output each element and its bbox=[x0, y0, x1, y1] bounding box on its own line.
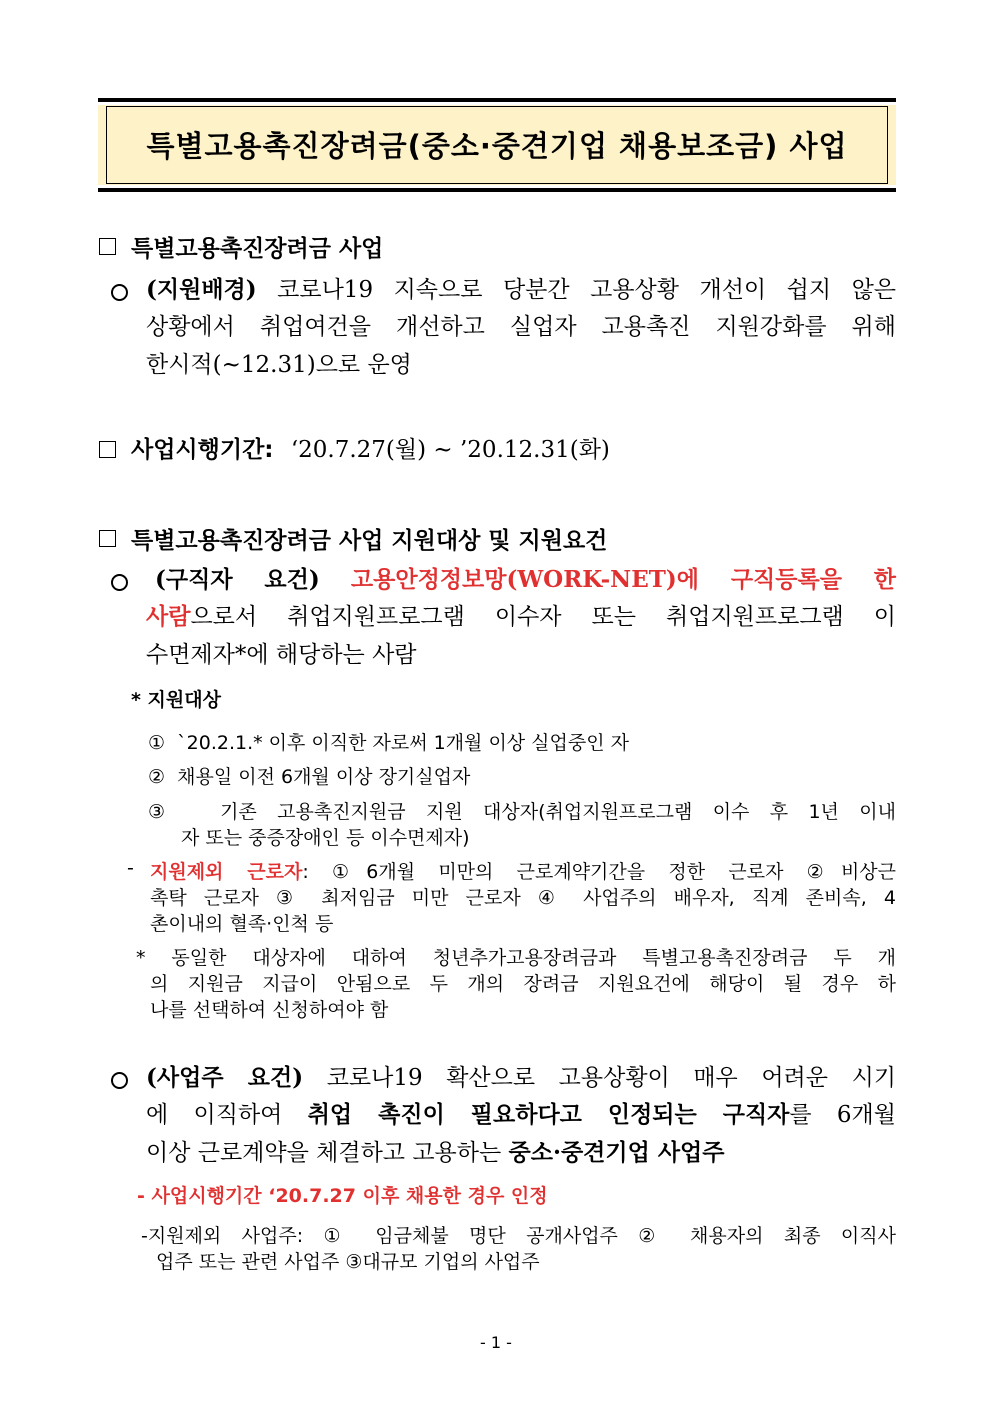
section2-period: ‘20.7.27(월) ~ ’20.12.31(화) bbox=[290, 437, 610, 463]
page-title: 특별고용촉진장려금(중소·중견기업 채용보조금) 사업 bbox=[146, 129, 848, 163]
exclusion-dash: - bbox=[127, 857, 134, 879]
section1-label: (지원배경) bbox=[146, 276, 257, 303]
note-line3: 나를 선택하여 신청하여야 함 bbox=[150, 999, 389, 1021]
target-text: `20.2.1.* 이후 이직한 자로써 1개월 이상 실업중인 자 bbox=[177, 732, 629, 754]
exclusion-line1-wrap bbox=[150, 857, 896, 884]
target-item bbox=[148, 762, 470, 789]
checkbox-square-icon bbox=[99, 238, 116, 255]
bullet2-line1-wrap bbox=[146, 1060, 896, 1096]
section1-paragraph bbox=[146, 272, 896, 308]
employer-exclusion-line1: -지원제외 사업주: ① 임금체불 명단 공개사업주 ② 채용자의 최종 이직사 bbox=[141, 1225, 896, 1247]
target-item bbox=[148, 797, 896, 824]
bullet1-red2: 사람 bbox=[146, 603, 191, 630]
employer-exclusion-line2: 업주 또는 관련 사업주 ③대규모 기업의 사업주 bbox=[156, 1251, 540, 1273]
section1-line2: 상황에서 취업여건을 개선하고 실업자 고용촉진 지원강화를 위해 bbox=[146, 314, 896, 340]
bullet2-line3-wrap bbox=[146, 1134, 725, 1167]
bullet2-line2-bold: 취업 촉진이 필요하다고 인정되는 구직자 bbox=[307, 1101, 790, 1128]
bullet1-red1: 고용안정정보망(WORK-NET)에 구직등록을 한 bbox=[350, 566, 896, 593]
bullet-circle-icon bbox=[111, 574, 128, 591]
bullet2-line3a: 이상 근로계약을 체결하고 고용하는 bbox=[146, 1140, 509, 1166]
section2-heading: 사업시행기간: bbox=[131, 437, 274, 463]
bullet-circle-icon bbox=[111, 284, 128, 301]
section1-line1: 코로나19 지속으로 당분간 고용상황 개선이 쉽지 않은 bbox=[277, 277, 897, 303]
exclusion-label: 지원제외 근로자 bbox=[150, 861, 303, 883]
bullet2-line2a: 에 이직하여 bbox=[146, 1102, 308, 1128]
title-box bbox=[98, 98, 896, 192]
bullet1-line3: 수면제자*에 해당하는 사람 bbox=[146, 642, 417, 668]
bullet2-label: (사업주 요건) bbox=[146, 1064, 304, 1091]
section2-row bbox=[131, 431, 610, 464]
bullet2-line2b: 를 6개월 bbox=[789, 1102, 896, 1128]
bullet2-line3-bold: 중소·중견기업 사업주 bbox=[508, 1139, 725, 1166]
target-cont: 자 또는 중증장애인 등 이수면제자) bbox=[181, 827, 470, 849]
page-number: - 1 - bbox=[480, 1333, 512, 1352]
bullet-circle-icon bbox=[111, 1072, 128, 1089]
exclusion-line2: 촉탁 근로자 ③ 최저임금 미만 근로자 ④ 사업주의 배우자, 직계 존비속, 4 bbox=[150, 887, 896, 909]
bullet1-line2-wrap bbox=[146, 599, 896, 635]
checkbox-square-icon bbox=[99, 441, 116, 458]
bullet2-line2-wrap bbox=[146, 1097, 896, 1133]
exclusion-line3: 촌이내의 혈족·인척 등 bbox=[150, 913, 334, 935]
note-line2: 의 지원금 지급이 안됨으로 두 개의 장려금 지원요건에 해당이 될 경우 하 bbox=[150, 973, 896, 995]
section1-line3: 한시적(~12.31)으로 운영 bbox=[146, 352, 412, 378]
target-text: 채용일 이전 6개월 이상 장기실업자 bbox=[177, 766, 471, 788]
red-note: - 사업시행기간 ‘20.7.27 이후 채용한 경우 인정 bbox=[137, 1185, 548, 1207]
section3-heading: 특별고용촉진장려금 사업 지원대상 및 지원요건 bbox=[131, 528, 608, 554]
target-num: ① bbox=[148, 732, 166, 754]
bullet1-line1-wrap bbox=[155, 562, 896, 598]
target-item bbox=[148, 728, 629, 755]
target-text: 기존 고용촉진지원금 지원 대상자(취업지원프로그램 이수 후 1년 이내 bbox=[220, 801, 896, 823]
note-line1: * 동일한 대상자에 대하여 청년추가고용장려금과 특별고용촉진장려금 두 개 bbox=[136, 947, 896, 969]
checkbox-square-icon bbox=[99, 530, 116, 547]
bullet1-line2: 으로서 취업지원프로그램 이수자 또는 취업지원프로그램 이 bbox=[190, 604, 896, 630]
exclusion-line1: : ①6개월 미만의 근로계약기간을 정한 근로자 ②비상근 bbox=[302, 861, 897, 883]
target-num: ② bbox=[148, 766, 166, 788]
bullet2-line1: 코로나19 확산으로 고용상황이 매우 어려운 시기 bbox=[326, 1065, 896, 1091]
support-target-heading: * 지원대상 bbox=[131, 689, 221, 711]
section1-heading: 특별고용촉진장려금 사업 bbox=[131, 236, 384, 262]
target-num: ③ bbox=[148, 801, 180, 823]
section1-line2-wrap bbox=[146, 309, 896, 345]
bullet1-label: (구직자 요건) bbox=[155, 566, 320, 593]
